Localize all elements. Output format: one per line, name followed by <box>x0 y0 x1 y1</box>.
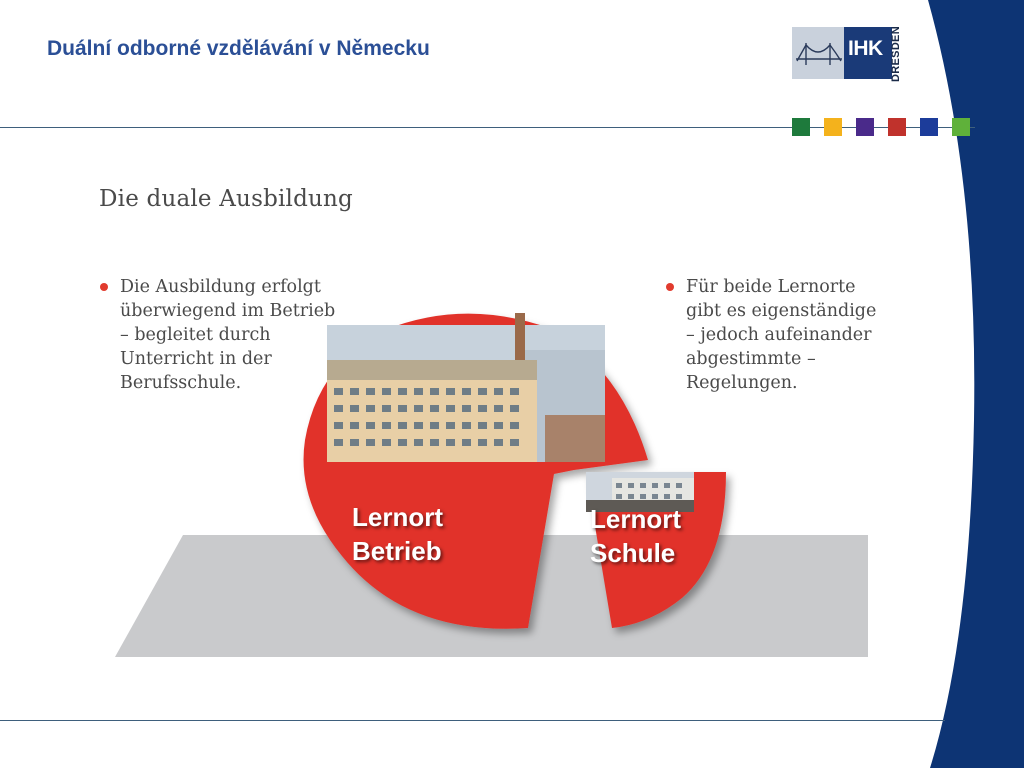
slide-title: Duální odborné vzdělávání v Německu <box>47 37 430 60</box>
bullet-dot <box>100 283 108 291</box>
label-lernort-betrieb: Lernort Betrieb <box>352 502 443 566</box>
bullet-right-text: Für beide Lernorte gibt es eigenständige – jedoch aufeinander abgestimmte – Regelungen. <box>686 277 877 393</box>
bullet-left-text: Die Ausbildung erfolgt überwiegend im Betrieb – begleitet durch Unterricht in der Berufsschule. <box>120 277 336 393</box>
diagram-heading: Die duale Ausbildung <box>99 186 353 212</box>
logo-ihk-text: IHK <box>848 37 883 60</box>
logo-dresden-text: DRESDEN <box>890 26 902 82</box>
bullet-dot <box>666 283 674 291</box>
label-lernort-schule: Lernort Schule <box>590 504 681 568</box>
factory-building-photo <box>327 313 605 462</box>
footer-divider <box>0 720 945 721</box>
